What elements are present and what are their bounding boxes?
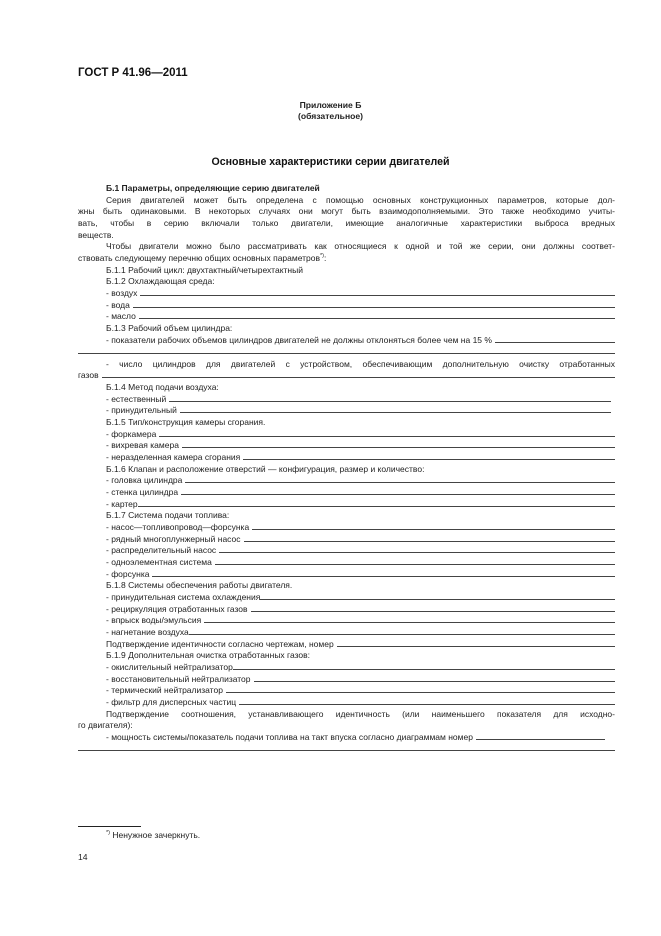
fill-in-line[interactable] (495, 335, 615, 343)
field-label: - естественный (106, 393, 167, 404)
field-label: газов (78, 370, 99, 381)
form-field-row (78, 370, 615, 382)
field-label: - число цилиндров для двигателей с устройством, обеспечивающим дополнительную очистку отработанных (106, 358, 615, 369)
subsection-heading-b16: Б.1.6 Клапан и расположение отверстий — конфигурация, размер и количество: (106, 463, 425, 474)
fill-in-line[interactable] (140, 288, 615, 296)
paragraph-line: веществ. (78, 229, 114, 240)
field-label: - рециркуляция отработанных газов (106, 603, 248, 614)
form-field-row (78, 288, 615, 300)
fill-in-line[interactable] (219, 545, 615, 553)
paragraph-text: ствовать следующему перечню общих основных параметров (78, 252, 321, 263)
form-field-row (78, 592, 615, 604)
form-field-row (78, 697, 615, 709)
form-field-row (78, 475, 615, 487)
form-field-row (78, 440, 615, 452)
fill-in-line[interactable] (169, 394, 611, 402)
fill-in-line[interactable] (181, 487, 615, 495)
subsection-heading-b13: Б.1.3 Рабочий объем цилиндра: (106, 322, 233, 333)
fill-in-line[interactable] (260, 592, 615, 600)
fill-in-line[interactable] (182, 440, 615, 448)
field-label: - термический нейтрализатор (106, 685, 223, 696)
form-field-row (78, 685, 615, 697)
field-label: Подтверждение идентичности согласно чертежам, номер (106, 638, 334, 649)
field-label: - форсунка (106, 568, 150, 579)
form-field-row (78, 639, 615, 651)
subsection-heading-b17: Б.1.7 Система подачи топлива: (106, 510, 230, 521)
field-label: - воздух (106, 287, 138, 298)
fill-in-line[interactable] (243, 452, 615, 460)
fill-in-line[interactable] (254, 674, 615, 682)
form-field-row (78, 394, 615, 406)
section-heading: Б.1 Параметры, определяющие серию двигателей (106, 183, 320, 193)
subsection-heading-b15: Б.1.5 Тип/конструкция камеры сгорания. (106, 417, 266, 428)
form-field-row (78, 499, 615, 511)
field-label: - мощность системы/показатель подачи топлива на такт впуска согласно диаграммам номер (106, 731, 473, 742)
form-field-row (78, 674, 615, 686)
form-field-row (78, 405, 615, 417)
fill-in-line[interactable] (251, 604, 615, 612)
fill-in-line[interactable] (159, 429, 615, 437)
field-label: - принудительная система охлаждения (106, 591, 261, 602)
paragraph-line: Серия двигателей может быть определена с помощью основных конструкционных параметров, которые дол- (106, 194, 615, 205)
fill-in-line[interactable] (180, 405, 611, 413)
fill-in-line[interactable] (78, 743, 615, 751)
paragraph-line: го двигателя): (78, 720, 133, 731)
field-label: - нагнетание воздуха (106, 626, 189, 637)
footnote-divider (78, 826, 141, 827)
fill-in-line[interactable] (133, 300, 615, 308)
document-body (78, 183, 615, 756)
form-field-row (78, 534, 615, 546)
field-label: - показатели рабочих объемов цилиндров двигателей не должны отклоняться более чем на 15 % (106, 334, 492, 345)
field-label: - фильтр для дисперсных частиц (106, 696, 237, 707)
fill-in-line[interactable] (152, 569, 615, 577)
form-field-row (78, 487, 615, 499)
paragraph-line: Чтобы двигатели можно было рассматривать как относящиеся к одной и той же серии, они должны соответ- (106, 241, 615, 252)
fill-in-line[interactable] (244, 534, 615, 542)
subsection-heading-b14: Б.1.4 Метод подачи воздуха: (106, 382, 219, 393)
form-field-row (78, 662, 615, 674)
paragraph-line: жны быть одинаковыми. В некоторых случаях они могут быть взаимодополняемыми. Это также необходимо учиты- (78, 206, 615, 217)
form-field-row (78, 557, 615, 569)
field-label: - насос—топливопровод—форсунка (106, 522, 250, 533)
fill-in-line[interactable] (215, 557, 615, 565)
annex-label: Приложение Б (299, 100, 362, 110)
footnote-marker: *) (106, 830, 110, 837)
fill-in-line[interactable] (138, 499, 615, 507)
field-label: - головка цилиндра (106, 475, 183, 486)
form-field-row (78, 311, 615, 323)
field-label: - восстановительный нейтрализатор (106, 673, 251, 684)
field-label: - распределительный насос (106, 545, 217, 556)
fill-in-line[interactable] (337, 639, 615, 647)
fill-in-line[interactable] (78, 346, 615, 354)
fill-in-line[interactable] (252, 522, 615, 530)
form-field-row (78, 300, 615, 312)
footnote (106, 830, 200, 840)
fill-in-line[interactable] (102, 370, 615, 378)
footnote-ref: *) (320, 253, 325, 260)
page-title: Основные характеристики серии двигателей (211, 156, 450, 168)
fill-in-line[interactable] (204, 615, 615, 623)
field-label: - окислительный нейтрализатор (106, 661, 233, 672)
footnote-text: Ненужное зачеркнуть. (112, 830, 201, 840)
form-field-row (78, 627, 615, 639)
field-label: - форкамера (106, 428, 157, 439)
form-field-row (78, 545, 615, 557)
form-field-row (78, 732, 615, 744)
paragraph-line (78, 253, 615, 265)
form-field-row (78, 615, 615, 627)
fill-in-line[interactable] (189, 627, 615, 635)
subsection-heading-b18: Б.1.8 Системы обеспечения работы двигателя. (106, 580, 293, 591)
paragraph-line: Подтверждение соотношения, устанавливающего идентичность (или наименьшего показателя для исходно- (106, 708, 615, 719)
subsection-heading-b12: Б.1.2 Охлаждающая среда: (106, 276, 215, 287)
annex-heading (0, 100, 661, 122)
field-label: - одноэлементная система (106, 556, 212, 567)
fill-in-line[interactable] (139, 311, 615, 319)
paragraph-text: : (324, 252, 327, 263)
form-field-row (78, 335, 615, 347)
fill-in-line[interactable] (226, 685, 615, 693)
field-label: - картер (106, 498, 138, 509)
subsection-heading-b19: Б.1.9 Дополнительная очистка отработанных газов: (106, 650, 310, 661)
form-field-row (78, 604, 615, 616)
subsection-b11: Б.1.1 Рабочий цикл: двухтактный/четырехтактный (106, 264, 303, 275)
field-label: - вихревая камера (106, 440, 179, 451)
field-label: - впрыск воды/эмульсия (106, 615, 202, 626)
field-label: - неразделенная камера сгорания (106, 452, 241, 463)
field-label: - рядный многоплунжерный насос (106, 533, 241, 544)
page-number: 14 (78, 852, 88, 862)
fill-in-line[interactable] (476, 732, 605, 740)
annex-status: (обязательное) (297, 111, 364, 121)
field-label: - принудительный (106, 405, 177, 416)
paragraph-line: вать, чтобы в серию включали только двигатели, имеющие аналогичные характеристики выброса вредных (78, 217, 615, 228)
document-code: ГОСТ Р 41.96—2011 (78, 67, 188, 79)
form-field-row (78, 569, 615, 581)
field-label: - вода (106, 299, 130, 310)
fill-in-line[interactable] (185, 475, 615, 483)
fill-in-line[interactable] (239, 697, 615, 705)
fill-in-line[interactable] (233, 662, 615, 670)
form-field-row (78, 452, 615, 464)
field-label: - стенка цилиндра (106, 487, 179, 498)
form-field-row (78, 429, 615, 441)
form-field-row (78, 522, 615, 534)
field-label: - масло (106, 311, 136, 322)
